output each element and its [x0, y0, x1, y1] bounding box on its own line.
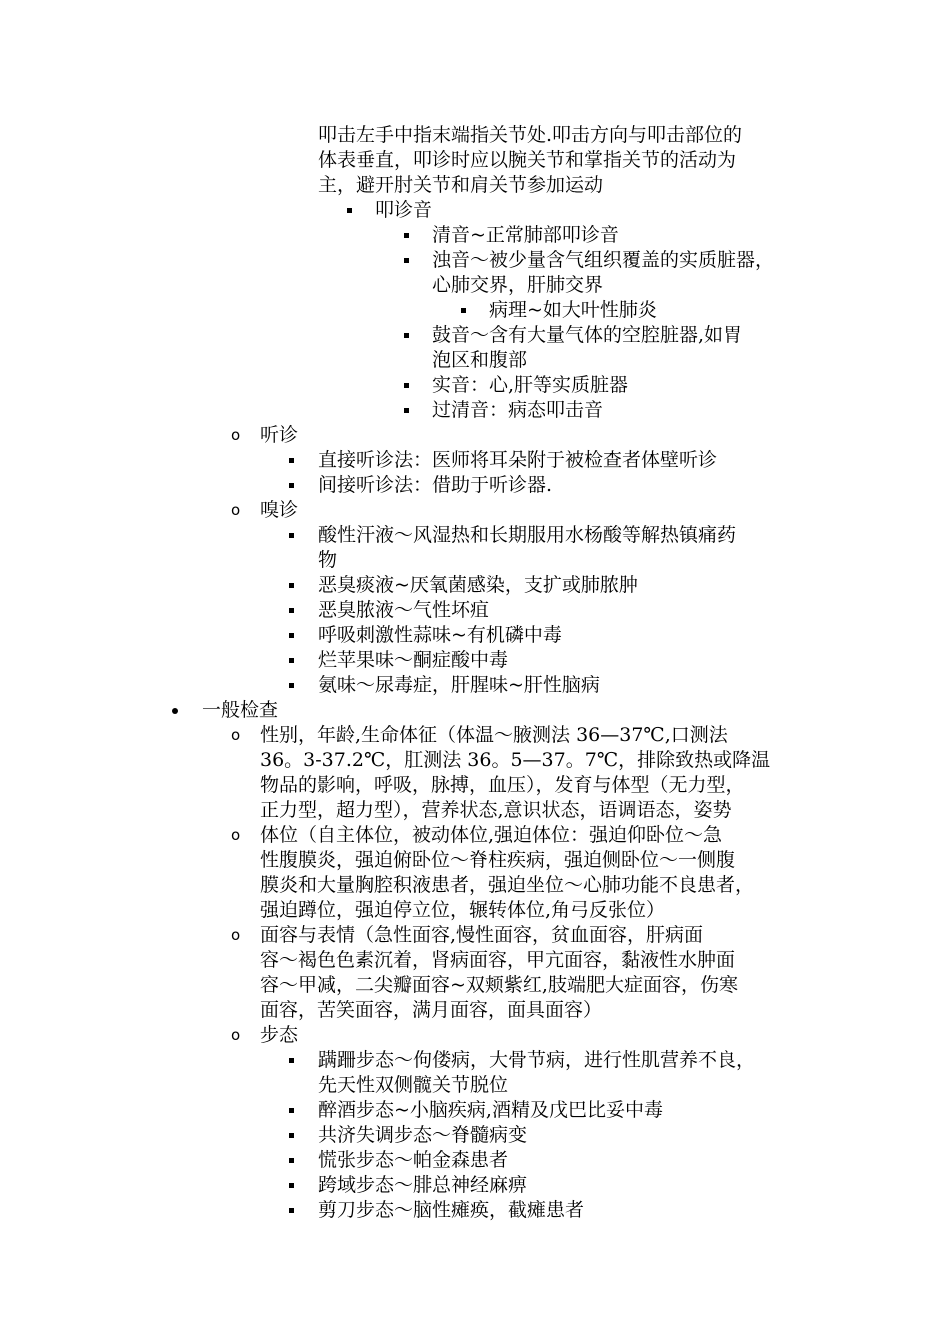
- list-item: 浊音～被少量含气组织覆盖的实质脏器，: [432, 249, 775, 271]
- square-bullet-icon: [289, 1098, 294, 1113]
- square-bullet-icon: [347, 198, 352, 213]
- list-item-continuation: 先天性双侧髋关节脱位: [318, 1074, 509, 1096]
- list-item: 醉酒步态~小脑疾病,酒精及戊巴比妥中毒: [318, 1099, 663, 1121]
- list-item: 恶臭痰液~厌氧菌感染，支扩或肺脓肿: [318, 574, 638, 596]
- list-item-continuation: 36。3-37.2℃，肛测法 36。5—37。7℃，排除致热或降温: [260, 749, 771, 771]
- list-item: 面容与表情（急性面容,慢性面容，贫血面容，肝病面: [260, 924, 704, 946]
- list-item: 听诊: [260, 424, 299, 446]
- circle-bullet-icon: o: [231, 726, 241, 744]
- list-item: 体位（自主体位，被动体位,强迫体位：强迫仰卧位～急: [260, 824, 723, 846]
- list-item: 酸性汗液～风湿热和长期服用水杨酸等解热镇痛药: [318, 524, 737, 546]
- list-item: 共济失调步态～脊髓病变: [318, 1124, 528, 1146]
- list-item: 叩诊音: [375, 199, 433, 221]
- list-item: 直接听诊法：医师将耳朵附于被检查者体壁听诊: [318, 449, 718, 471]
- square-bullet-icon: [404, 398, 409, 413]
- list-item-continuation: 容～甲减，二尖瓣面容~双颊紫红,肢端肥大症面容，伤寒: [260, 974, 738, 996]
- square-bullet-icon: [289, 473, 294, 488]
- square-bullet-icon: [404, 223, 409, 238]
- list-item-continuation: 物: [318, 549, 338, 571]
- square-bullet-icon: [289, 623, 294, 638]
- list-item: 呼吸刺激性蒜味~有机磷中毒: [318, 624, 562, 646]
- list-item-continuation: 膜炎和大量胸腔积液患者，强迫坐位～心肺功能不良患者，: [260, 874, 755, 896]
- list-item: 鼓音～含有大量气体的空腔脏器,如胃: [432, 324, 743, 346]
- square-bullet-icon: [289, 523, 294, 538]
- square-bullet-icon: [289, 448, 294, 463]
- text-line: 主，避开肘关节和肩关节参加运动: [318, 174, 604, 196]
- list-item: 蹒跚步态～佝偻病，大骨节病，进行性肌营养不良，: [318, 1049, 756, 1071]
- circle-bullet-icon: o: [231, 426, 241, 444]
- text-line: 叩击左手中指末端指关节处.叩击方向与叩击部位的: [318, 124, 743, 146]
- circle-bullet-icon: o: [231, 501, 241, 519]
- list-item: 恶臭脓液～气性坏疽: [318, 599, 490, 621]
- square-bullet-icon: [461, 298, 466, 313]
- square-bullet-icon: [289, 648, 294, 663]
- square-bullet-icon: [289, 1123, 294, 1138]
- list-item: 跨域步态～腓总神经麻痹: [318, 1174, 528, 1196]
- square-bullet-icon: [289, 573, 294, 588]
- list-item-continuation: 正力型，超力型），营养状态,意识状态，语调语态，姿势: [260, 799, 732, 821]
- list-item: 过清音：病态叩击音: [432, 399, 604, 421]
- list-item: 步态: [260, 1024, 299, 1046]
- square-bullet-icon: [289, 1048, 294, 1063]
- list-item-continuation: 面容，苦笑面容，满月面容，面具面容）: [260, 999, 603, 1021]
- square-bullet-icon: [289, 1198, 294, 1213]
- square-bullet-icon: [289, 1173, 294, 1188]
- list-item: 烂苹果味～酮症酸中毒: [318, 649, 509, 671]
- square-bullet-icon: [289, 673, 294, 688]
- square-bullet-icon: [289, 598, 294, 613]
- list-item: 慌张步态～帕金森患者: [318, 1149, 509, 1171]
- square-bullet-icon: [289, 1148, 294, 1163]
- list-item-continuation: 性腹膜炎，强迫俯卧位～脊柱疾病，强迫侧卧位～一侧腹: [260, 849, 736, 871]
- list-item: 氨味～尿毒症，肝腥味~肝性脑病: [318, 674, 600, 696]
- text-line: 体表垂直，叩诊时应以腕关节和掌指关节的活动为: [318, 149, 737, 171]
- list-item-continuation: 强迫蹲位，强迫停立位，辗转体位,角弓反张位）: [260, 899, 666, 921]
- disc-bullet-icon: [172, 698, 178, 714]
- square-bullet-icon: [404, 373, 409, 388]
- list-item: 实音：心,肝等实质脏器: [432, 374, 629, 396]
- square-bullet-icon: [404, 323, 409, 338]
- list-item: 间接听诊法：借助于听诊器.: [318, 474, 553, 496]
- list-item: 性别，年龄,生命体征（体温～腋测法 36—37℃,口测法: [260, 724, 728, 746]
- circle-bullet-icon: o: [231, 826, 241, 844]
- list-item-continuation: 容～褐色色素沉着，肾病面容，甲亢面容，黏液性水肿面: [260, 949, 736, 971]
- list-item-continuation: 心肺交界，肝肺交界: [432, 274, 604, 296]
- list-item-continuation: 物品的影响，呼吸，脉搏，血压），发育与体型（无力型，: [260, 774, 745, 796]
- list-item: 剪刀步态～脑性瘫痪，截瘫患者: [318, 1199, 585, 1221]
- circle-bullet-icon: o: [231, 1026, 241, 1044]
- section-heading: 一般检查: [202, 699, 279, 721]
- list-item-continuation: 泡区和腹部: [432, 349, 528, 371]
- list-item: 嗅诊: [260, 499, 299, 521]
- square-bullet-icon: [404, 248, 409, 263]
- circle-bullet-icon: o: [231, 926, 241, 944]
- list-item: 清音~正常肺部叩诊音: [432, 224, 619, 246]
- list-item: 病理~如大叶性肺炎: [489, 299, 657, 321]
